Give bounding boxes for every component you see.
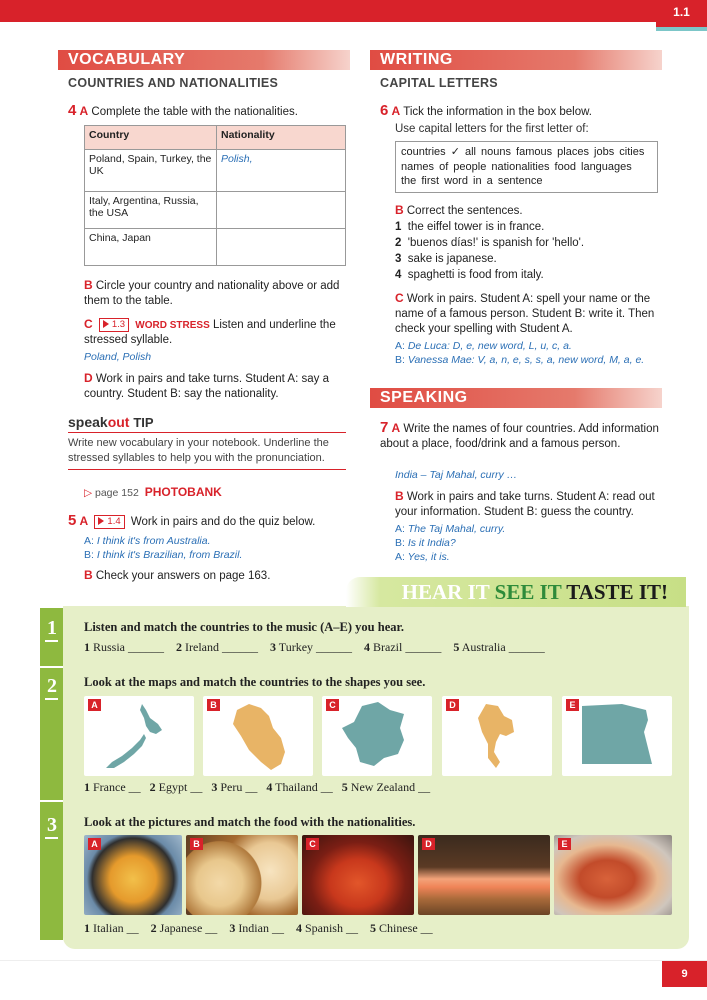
map-card bbox=[203, 696, 313, 776]
sentence-item: 3 sake is japanese. bbox=[395, 253, 497, 265]
audio-track-button[interactable]: 1.4 bbox=[94, 515, 124, 529]
task-number: 3 bbox=[47, 814, 57, 836]
sentence-item: 2 'buenos días!' is spanish for 'hello'. bbox=[395, 237, 585, 249]
exercise-number: 5 bbox=[68, 512, 77, 529]
photobank-page: page 152 bbox=[95, 487, 139, 499]
dialogue-line: A: Yes, it is. bbox=[395, 551, 450, 563]
tip-label: TIP bbox=[133, 415, 154, 430]
exercise-instruction: Tick the information in the box below. bbox=[403, 106, 593, 118]
tip-box: Write new vocabulary in your notebook. Underline the stressed syllables to help you with the pronunciation. bbox=[68, 432, 346, 470]
dialogue-line: B: Vanessa Mae: V, a, n, e, s, s, a, new word, M, a, e. bbox=[395, 354, 645, 366]
task-number: 1 bbox=[47, 617, 57, 639]
map-letter: D bbox=[446, 699, 459, 711]
dialogue-line: A: I think it's from Australia. bbox=[84, 535, 211, 547]
food-photo-pasta bbox=[554, 835, 672, 915]
capital-letters-box: countries ✓ all nouns famous places jobs cities names of people nationalities food languages the first word in a sentence bbox=[395, 141, 658, 193]
audio-track-button[interactable]: 1.3 bbox=[99, 318, 129, 332]
exercise-instruction: Complete the table with the nationalities. bbox=[91, 106, 298, 118]
map-letter: A bbox=[88, 699, 101, 711]
writing-subheading: CAPITAL LETTERS bbox=[380, 76, 498, 90]
exercise-6a bbox=[380, 103, 592, 120]
dialogue-line: B: I think it's Brazilian, from Brazil. bbox=[84, 549, 243, 561]
exercise-number: 4 bbox=[68, 102, 77, 119]
exercise-instruction: Work in pairs and do the quiz below. bbox=[130, 516, 316, 528]
exercise-number: 7 bbox=[380, 419, 389, 436]
exercise-letter: A bbox=[391, 421, 401, 435]
task-title: Look at the pictures and match the food with the nationalities. bbox=[84, 815, 416, 829]
task-title: Listen and match the countries to the music (A–E) you hear. bbox=[84, 620, 405, 634]
speaking-heading: SPEAKING bbox=[370, 388, 662, 408]
banner-see: SEE IT bbox=[494, 580, 562, 604]
exercise-instruction: Circle your country and nationality above or add them to the table. bbox=[84, 280, 340, 307]
task-items: 1 France __ 2 Egypt __ 3 Peru __ 4 Thailand __ 5 New Zealand __ bbox=[84, 780, 431, 794]
exercise-letter: C bbox=[395, 291, 404, 305]
exercise-letter: D bbox=[84, 371, 93, 385]
map-card bbox=[84, 696, 194, 776]
exercise-instruction: Work in pairs and take turns. Student A: say a country. Student B: say the nationality. bbox=[84, 373, 329, 400]
example-answer: Poland, Polish bbox=[84, 351, 152, 363]
top-bar bbox=[0, 0, 707, 22]
exercise-instruction: Work in pairs. Student A: spell your name or the name of a famous person. Student B: write it. Then check your spelling with Student A. bbox=[395, 293, 655, 335]
speakout-tip-title bbox=[68, 414, 154, 430]
task-items: 1 Russia ______ 2 Ireland ______ 3 Turkey ______ 4 Brazil ______ 5 Australia ______ bbox=[84, 640, 545, 654]
table-cell-nationality[interactable] bbox=[217, 229, 346, 266]
food-photo-sushi bbox=[418, 835, 550, 915]
example-answer: India – Taj Mahal, curry … bbox=[395, 469, 518, 481]
exercise-6c bbox=[395, 291, 661, 337]
table-cell-nationality[interactable]: Polish, bbox=[217, 150, 346, 192]
map-card bbox=[562, 696, 672, 776]
task-number-underline bbox=[45, 698, 58, 700]
food-photo-paella bbox=[84, 835, 182, 915]
map-card bbox=[442, 696, 552, 776]
table-header-nationality: Nationality bbox=[217, 126, 346, 150]
banner-hear: HEAR IT bbox=[401, 580, 490, 604]
exercise-letter: B bbox=[84, 278, 93, 292]
exercise-7b bbox=[395, 489, 661, 520]
exercise-4d bbox=[84, 371, 349, 402]
food-letter: A bbox=[88, 838, 101, 850]
task-items: 1 Italian __ 2 Japanese __ 3 Indian __ 4 Spanish __ 5 Chinese __ bbox=[84, 921, 433, 935]
dialogue-line: A: The Taj Mahal, curry. bbox=[395, 523, 506, 535]
food-letter: C bbox=[306, 838, 319, 850]
exercise-letter: B bbox=[84, 568, 93, 582]
exercise-number: 6 bbox=[380, 102, 389, 119]
speaker-label: A: bbox=[395, 523, 405, 535]
photobank-label: PHOTOBANK bbox=[144, 485, 222, 499]
writing-heading: WRITING bbox=[370, 50, 662, 70]
food-photo-curry bbox=[302, 835, 414, 915]
speaker-label: B: bbox=[395, 354, 405, 366]
speaker-label: A: bbox=[84, 535, 94, 547]
exercise-letter: A bbox=[79, 514, 89, 528]
task-number-underline bbox=[45, 640, 58, 642]
exercise-4a bbox=[68, 103, 298, 120]
task-number-underline bbox=[45, 837, 58, 839]
exercise-5a bbox=[68, 513, 348, 530]
unit-tab: 1.1 bbox=[656, 0, 707, 31]
map-letter: C bbox=[326, 699, 339, 711]
map-card bbox=[322, 696, 432, 776]
exercise-instruction: Work in pairs and take turns. Student A: read out your information. Student B: guess the country. bbox=[395, 491, 655, 518]
exercise-letter: A bbox=[79, 104, 89, 118]
vocabulary-heading: VOCABULARY bbox=[58, 50, 350, 70]
triangle-right-icon: ▷ bbox=[84, 487, 93, 499]
exercise-letter: B bbox=[395, 489, 404, 503]
exercise-instruction: Listen and underline the stressed syllable. bbox=[84, 319, 336, 346]
table-cell-country: Poland, Spain, Turkey, the UK bbox=[85, 150, 217, 192]
nationality-table bbox=[84, 125, 346, 266]
speaker-label: A: bbox=[395, 551, 405, 563]
page-number: 9 bbox=[662, 961, 707, 987]
exercise-7a bbox=[380, 420, 662, 452]
exercise-letter: C bbox=[84, 317, 93, 331]
speaker-label: A: bbox=[395, 340, 405, 352]
map-letter: E bbox=[566, 699, 579, 711]
map-letter: B bbox=[207, 699, 220, 711]
quiz-banner bbox=[346, 577, 686, 607]
dialogue-line: B: Is it India? bbox=[395, 537, 456, 549]
sentence-item: 1 the eiffel tower is in france. bbox=[395, 221, 545, 233]
food-letter: B bbox=[190, 838, 203, 850]
exercise-4b bbox=[84, 278, 349, 309]
food-letter: D bbox=[422, 838, 435, 850]
sentence-item: 4 spaghetti is food from italy. bbox=[395, 269, 544, 281]
play-icon bbox=[98, 517, 104, 525]
task-number: 2 bbox=[47, 675, 57, 697]
dialogue-line: A: De Luca: D, e, new word, L, u, c, a. bbox=[395, 340, 572, 352]
exercise-4c bbox=[84, 317, 349, 348]
exercise-letter: B bbox=[395, 203, 404, 217]
footer-divider bbox=[0, 960, 707, 961]
exercise-5b bbox=[84, 568, 270, 584]
photobank-link[interactable] bbox=[84, 485, 222, 499]
task-title: Look at the maps and match the countries to the shapes you see. bbox=[84, 675, 426, 689]
exercise-instruction: Write the names of four countries. Add information about a place, food/drink and a famous person. bbox=[380, 423, 659, 450]
speaker-label: B: bbox=[84, 549, 94, 561]
speakout-logo-speak: speak bbox=[68, 414, 108, 430]
food-photo-dim-sum bbox=[186, 835, 298, 915]
vocabulary-subheading: COUNTRIES AND NATIONALITIES bbox=[68, 76, 279, 90]
play-icon bbox=[103, 320, 109, 328]
speaker-label: B: bbox=[395, 537, 405, 549]
exercise-6b bbox=[395, 203, 523, 219]
exercise-letter: A bbox=[391, 104, 401, 118]
table-cell-nationality[interactable] bbox=[217, 192, 346, 229]
speakout-logo-out: out bbox=[107, 414, 130, 430]
word-stress-label: WORD STRESS bbox=[135, 320, 210, 331]
exercise-6a-subtext: Use capital letters for the first letter of: bbox=[395, 123, 589, 135]
food-letter: E bbox=[558, 838, 571, 850]
table-header-country: Country bbox=[85, 126, 217, 150]
exercise-instruction: Correct the sentences. bbox=[406, 205, 523, 217]
table-cell-country: Italy, Argentina, Russia, the USA bbox=[85, 192, 217, 229]
table-cell-country: China, Japan bbox=[85, 229, 217, 266]
exercise-instruction: Check your answers on page 163. bbox=[95, 570, 271, 582]
banner-taste: TASTE IT! bbox=[566, 580, 668, 604]
